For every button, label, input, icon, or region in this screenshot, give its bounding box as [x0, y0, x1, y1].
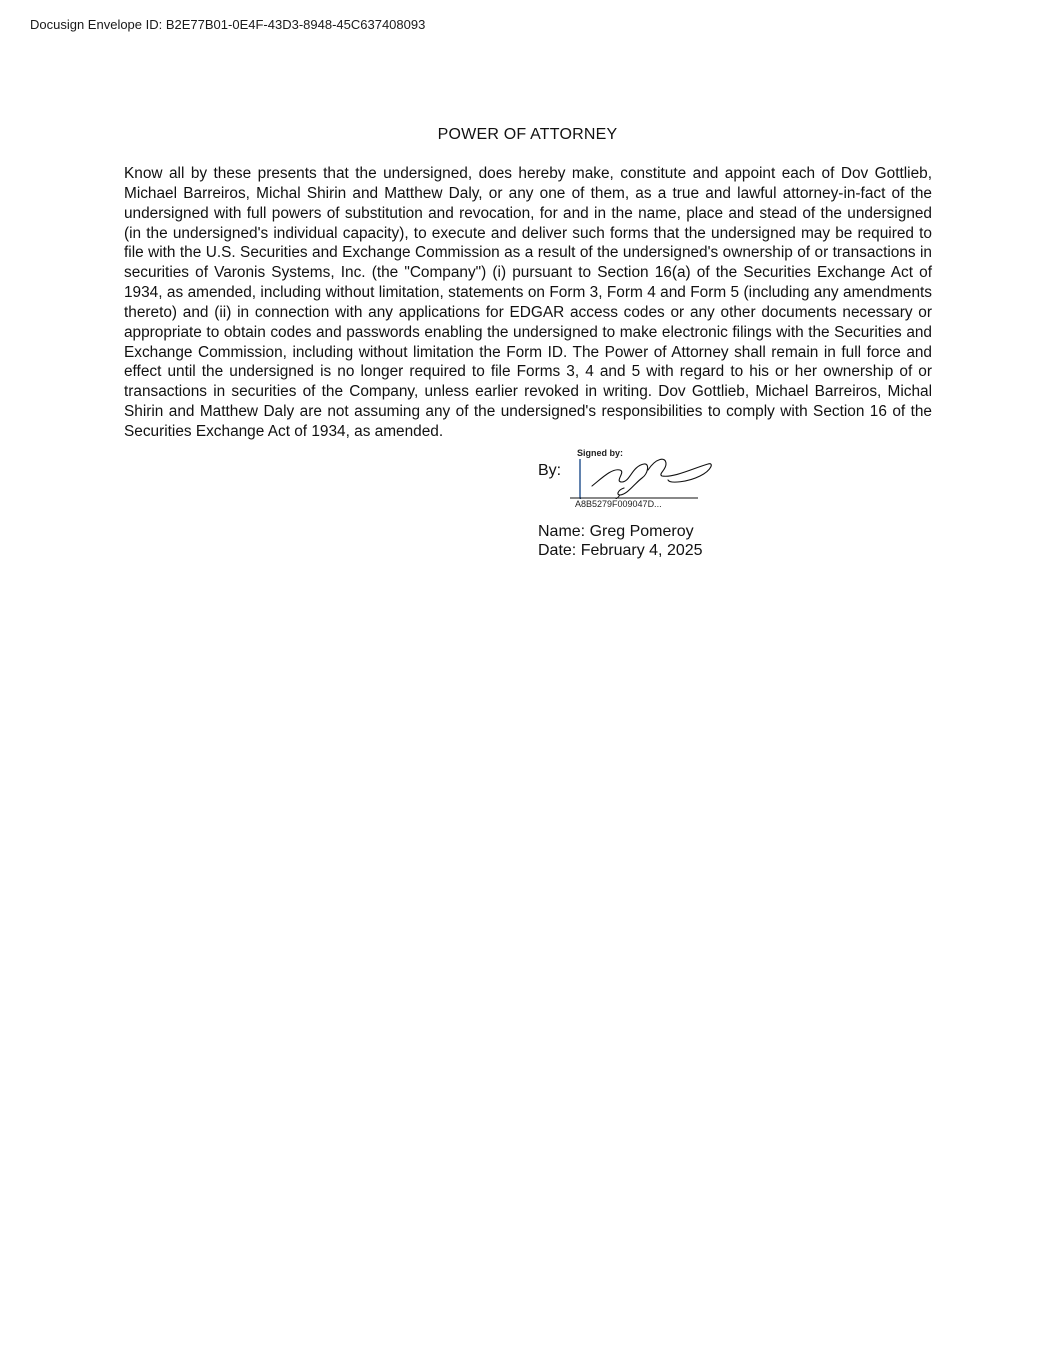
document-title: POWER OF ATTORNEY: [437, 126, 618, 143]
signature-block: [538, 448, 838, 568]
signature-ink-loop: [648, 459, 711, 482]
signer-name: Name: Greg Pomeroy: [538, 523, 694, 540]
signature-frame: [580, 454, 606, 503]
by-label: By:: [538, 462, 562, 479]
signature-ink: [592, 464, 648, 495]
power-of-attorney-body: Know all by these presents that the undersigned, does hereby make, constitute and appoint each of Dov Gottlieb, Michael Barreiros, Michal Shirin and Matthew Daly, or any one of them, as a true and lawful attorney-in-fact of the undersigned with full powers of substitution and revocation, for and in the name, place and stead of the undersigned (in the undersigned's individual capacity), to execute and deliver such forms that the undersigned may be required to file with the U.S. Securities and Exchange Commission as a result of the undersigned's ownership of or transactions in securities of Varonis Systems, Inc. (the "Company") (i) pursuant to Section 16(a) of the Securities Exchange Act of 1934, as amended, including without limitation, statements on Form 3, Form 4 and Form 5 (including any amendments thereto) and (ii) in connection with any applications for EDGAR access codes or any other documents necessary or appropriate to obtain codes and passwords enabling the undersigned to make electronic filings with the Securities and Exchange Commission, including without limitation the Form ID. The Power of Attorney shall remain in full force and effect until the undersigned is no longer required to file Forms 3, 4 and 5 with regard to his or her ownership of or transactions in securities of the Company, unless earlier revoked in writing. Dov Gottlieb, Michael Barreiros, Michal Shirin and Matthew Daly are not assuming any of the undersigned's responsibilities to comply with Section 16 of the Securities Exchange Act of 1934, as amended.: [124, 165, 932, 440]
signature-code: A8B5279F009047D...: [575, 499, 662, 509]
envelope-id: Docusign Envelope ID: B2E77B01-0E4F-43D3-8948-45C637408093: [30, 17, 426, 32]
signing-date: Date: February 4, 2025: [538, 542, 703, 559]
signed-by-label: Signed by:: [574, 448, 626, 459]
